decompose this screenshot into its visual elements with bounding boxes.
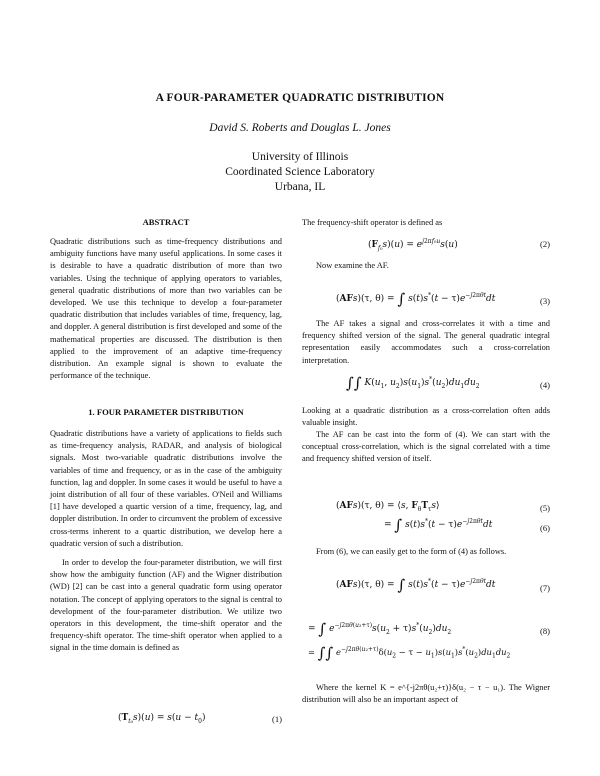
abstract-text: Quadratic distributions such as time-frequency distributions and ambiguity functions have many useful applications. In some cases it is desirable to have a quadratic distribution of more than two variables. Using the technique of applying operators to variables, general quadratic distributions of more than two variables can be developed. We use this technique to develop a four-parameter quadratic distribution that includes variables of time, frequency, lag, and doppler. A general distribution is first developed and some of the mathematical properties are discussed. The distribution is then applied to the improvement of an adaptive time-frequency distribution. An example signal is shown to evaluate the performance of the technique. bbox=[50, 237, 282, 381]
af-cast-para: The AF can be cast into the form of (4). We can start with the conceptual cross-correlation, which is the signal correlated with a time and frequency shifted version of itself. bbox=[302, 430, 550, 464]
equation-8-line-2: = ∫∫ $e^{-j2\pi\theta(u_2+\tau)}\delta(u_2 - \tau - u_1)s(u_1)s^*(u_2)du_1du_2$ bbox=[308, 643, 511, 662]
affiliation-line-2: Coordinated Science Laboratory bbox=[225, 166, 375, 178]
affiliation bbox=[0, 150, 600, 195]
affiliation-line-1: University of Illinois bbox=[251, 151, 349, 163]
equation-4: ∫∫ $K(u_1$, $u_2)s(u_1)s^*(u_2)du_1du_2$ bbox=[346, 374, 480, 392]
equation-5-number: (5) bbox=[539, 503, 550, 513]
equation-5: (AFs)(τ, θ) = ⟨s, $F_\theta T_\tau s⟩$ bbox=[336, 501, 440, 513]
equation-2: $(F_{f_0}s)(u) = e^{j2\pi f_0u}s(u)$ bbox=[368, 238, 458, 252]
section-1-para-1: Quadratic distributions have a variety of applications to fields such as time-frequency analysis, RADAR, and analysis of biological signals. Most two-variable quadratic distributions involve the variables of time and frequency, or as in the case of the ambiguity function, lag and doppler. In some cases it would be useful to have a joint distribution of all four of these variables. O'Neil and Williams [1] have developed a quartic version of a time, frequency, lag, and doppler distribution. In order to circumvent the problem of excessive cross-terms inherent to a quartic distribution, we develop here a quadratic version of such a distribution. bbox=[50, 429, 282, 548]
equation-7-number: (7) bbox=[539, 583, 550, 593]
equation-1-number: (1) bbox=[271, 714, 282, 724]
equation-6-number: (6) bbox=[539, 523, 550, 533]
freq-shift-intro: The frequency-shift operator is defined as bbox=[302, 218, 443, 227]
affiliation-line-3: Urbana, IL bbox=[274, 181, 326, 193]
equation-1: $(T_{t_0}s)(u) = s(u - t_0)$ bbox=[118, 713, 206, 725]
equation-2-number: (2) bbox=[539, 239, 550, 249]
equation-3-number: (3) bbox=[539, 296, 550, 306]
equation-8-line-1: = ∫ $e^{-j2\pi\theta(u_2+\tau)}s(u_2 + \tau)s^*(u_2)du_2$ bbox=[308, 620, 452, 638]
now-examine-af: Now examine the AF. bbox=[316, 261, 389, 270]
equation-7: (AFs)(τ, θ) = ∫ $s(t)s^*(t - \tau)e^{-j2\pi\theta t}dt$ bbox=[336, 576, 496, 594]
equation-3: (AFs)(τ, θ) = ∫ $s(t)s^*(t - \tau)e^{-j2\pi\theta t}dt$ bbox=[336, 290, 496, 308]
paper-authors: David S. Roberts and Douglas L. Jones bbox=[209, 122, 391, 134]
paper-title: A FOUR-PARAMETER QUADRATIC DISTRIBUTION bbox=[155, 92, 445, 104]
af-cross-correlation-para: The AF takes a signal and cross-correlates it with a time and frequency shifted version of the signal. The general quadratic integral representation easily accommodates such a cross-correlation interpretation. bbox=[302, 319, 550, 365]
equation-6: = ∫ $s(t)s^*(t - \tau)e^{-j2\pi\theta t}dt$ bbox=[384, 516, 493, 534]
equation-4-number: (4) bbox=[539, 380, 550, 390]
looking-quadratic-para: Looking at a quadratic distribution as a cross-correlation often adds valuable insight. bbox=[302, 406, 550, 428]
from-6-para: From (6), we can easily get to the form of (4) as follows. bbox=[316, 547, 507, 556]
section-1-para-2: In order to develop the four-parameter distribution, we will first show how the ambiguity function (AF) and the Wigner distribution (WD) [2] can be cast into a general quadratic form using operator notation. The concept of applying operators to the signal is central to development of the four-parameter distribution. We utilize two operators in this development, the time-shift operator and the frequency-shift operator. The time-shift operator when applied to a signal in the time domain is defined as bbox=[50, 558, 282, 653]
equation-8-number: (8) bbox=[539, 626, 550, 636]
abstract-heading: ABSTRACT bbox=[142, 217, 190, 227]
kernel-para: Where the kernel K = e^{-j2πθ(u₂+τ)}δ(u₂ − τ − u₁). The Wigner distribution will also be an important aspect of bbox=[302, 683, 550, 705]
section-1-heading: 1. FOUR PARAMETER DISTRIBUTION bbox=[88, 407, 244, 417]
